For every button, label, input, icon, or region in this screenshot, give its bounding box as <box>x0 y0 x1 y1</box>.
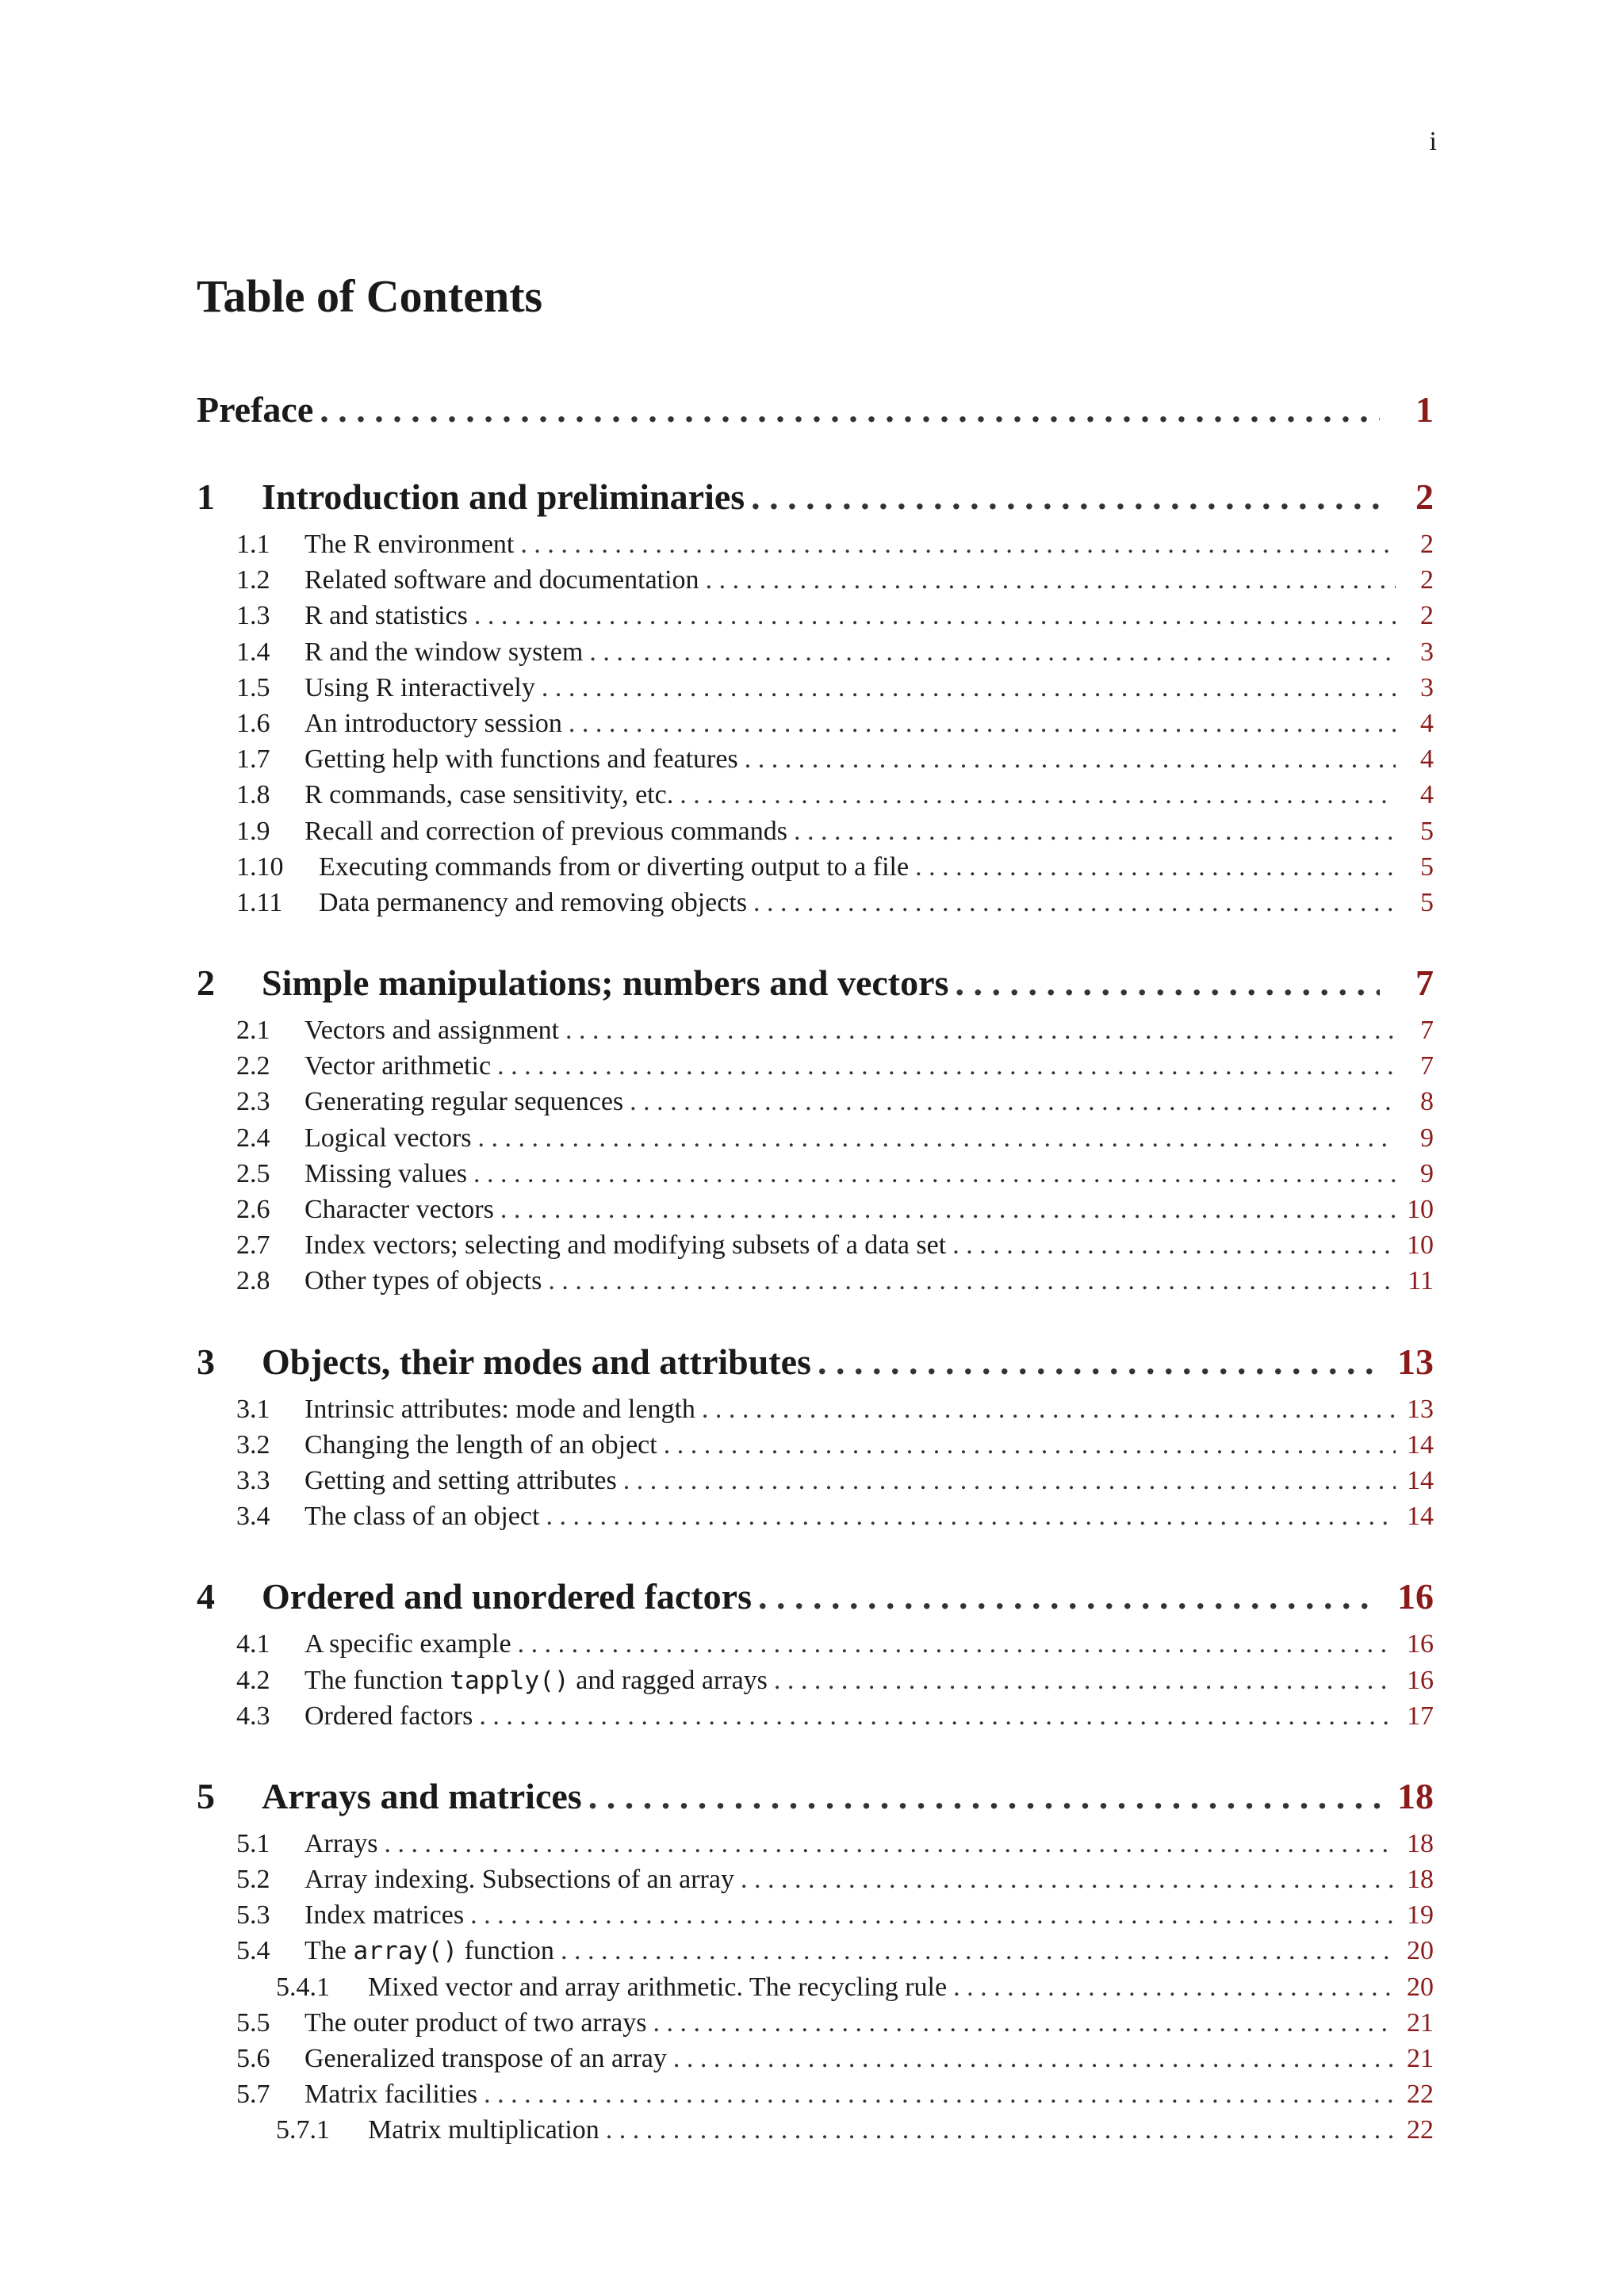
section-number: 2.7 <box>236 1230 270 1261</box>
dot-leader <box>702 1395 1396 1425</box>
toc-entry-section[interactable] <box>197 673 1434 709</box>
toc-entry-section[interactable] <box>197 2044 1434 2080</box>
dot-leader <box>955 962 1380 1004</box>
dot-leader <box>478 1123 1396 1154</box>
section-title: Intrinsic attributes: mode and length <box>304 1394 695 1424</box>
toc-entry-section[interactable] <box>197 744 1434 780</box>
dot-leader <box>774 1666 1396 1696</box>
code-function-name: array() <box>353 1937 458 1966</box>
chapter-title: Simple manipulations; numbers and vectors <box>262 962 949 1004</box>
dot-leader <box>758 1575 1380 1617</box>
toc-page-link[interactable]: 11 <box>1408 1266 1434 1296</box>
toc-entry-section[interactable] <box>197 1936 1434 1972</box>
section-title-text: and ragged arrays <box>569 1665 768 1695</box>
dot-leader <box>565 1016 1396 1046</box>
section-title <box>304 1666 768 1696</box>
dot-leader <box>953 1973 1396 2003</box>
toc-page-link[interactable]: 8 <box>1420 1087 1434 1117</box>
section-number: 3.2 <box>236 1429 270 1460</box>
section-title: Mixed vector and array arithmetic. The recycling rule <box>368 1972 948 2002</box>
section-number: 1.6 <box>236 708 270 738</box>
section-title-text: function <box>458 1936 554 1966</box>
toc-entry-section[interactable] <box>197 1195 1434 1230</box>
section-title-text: The <box>304 1936 354 1966</box>
toc-entry-section[interactable] <box>197 1123 1434 1159</box>
chapter-number: 1 <box>197 476 215 517</box>
toc-page-link[interactable]: 1 <box>1415 389 1434 430</box>
toc-entry-section[interactable] <box>197 888 1434 924</box>
toc-entry-section[interactable] <box>197 2080 1434 2115</box>
toc-entry-section[interactable] <box>197 1502 1434 1537</box>
section-number: 1.4 <box>236 637 270 667</box>
toc-page-link[interactable]: 14 <box>1407 1502 1434 1532</box>
toc-entry-section[interactable] <box>197 1430 1434 1466</box>
toc-entry-section[interactable] <box>197 1087 1434 1123</box>
dot-leader <box>470 1900 1396 1931</box>
section-number: 1.2 <box>236 565 270 595</box>
section-number: 2.8 <box>236 1266 270 1296</box>
section-number: 2.4 <box>236 1123 270 1153</box>
section-title: Vector arithmetic <box>304 1051 492 1081</box>
section-title: The R environment <box>304 530 515 559</box>
chapter-number: 3 <box>197 1341 215 1382</box>
section-title: A specific example <box>304 1629 511 1659</box>
section-number: 5.4 <box>236 1936 270 1966</box>
toc-page-link[interactable]: 4 <box>1420 780 1434 810</box>
toc-page-link[interactable]: 2 <box>1420 530 1434 559</box>
section-number: 5.2 <box>236 1865 270 1895</box>
toc-page-link[interactable]: 14 <box>1407 1429 1434 1460</box>
section-number: 4.2 <box>236 1665 270 1695</box>
toc-page-link[interactable]: 19 <box>1407 1900 1434 1931</box>
toc-page-link[interactable]: 22 <box>1407 2115 1434 2145</box>
section-title: Getting and setting attributes <box>304 1465 617 1495</box>
dot-leader <box>753 888 1396 918</box>
toc-page-link[interactable]: 20 <box>1407 1936 1434 1966</box>
section-title: Other types of objects <box>304 1266 542 1296</box>
toc-page-link[interactable]: 16 <box>1397 1576 1434 1617</box>
dot-leader <box>518 1629 1396 1659</box>
section-number: 5.6 <box>236 2044 270 2073</box>
section-title: Recall and correction of previous commands <box>304 816 787 846</box>
dot-leader <box>484 2080 1396 2110</box>
section-number: 1.5 <box>236 672 270 702</box>
toc-entry-chapter[interactable] <box>197 1575 1434 1624</box>
chapter-title: Objects, their modes and attributes <box>262 1341 811 1382</box>
toc-entry-section[interactable] <box>197 1865 1434 1900</box>
toc-entry-section[interactable] <box>197 601 1434 637</box>
section-title: Index matrices <box>304 1900 465 1931</box>
toc-entry-section[interactable] <box>197 1629 1434 1665</box>
section-title-text: The function <box>304 1665 450 1695</box>
toc-entry-section[interactable] <box>197 1701 1434 1737</box>
toc-page-link[interactable]: 2 <box>1415 476 1434 517</box>
table-of-contents <box>197 388 1434 2152</box>
dot-leader <box>546 1502 1396 1532</box>
toc-page-link[interactable]: 4 <box>1420 744 1434 775</box>
section-number: 5.1 <box>236 1828 270 1858</box>
dot-leader <box>706 565 1396 595</box>
dot-leader <box>606 2115 1396 2145</box>
toc-entry-section[interactable] <box>197 852 1434 888</box>
toc-entry-chapter[interactable] <box>197 476 1434 525</box>
section-title: Related software and documentation <box>304 565 699 595</box>
chapter-title: Introduction and preliminaries <box>262 476 745 517</box>
section-title: Using R interactively <box>304 672 535 702</box>
section-title: Vectors and assignment <box>304 1016 560 1046</box>
toc-entry-section[interactable] <box>197 1395 1434 1430</box>
toc-title: Table of Contents <box>197 270 543 322</box>
toc-page-link[interactable]: 7 <box>1415 962 1434 1004</box>
toc-entry-section[interactable] <box>197 637 1434 673</box>
toc-entry-section[interactable] <box>197 1230 1434 1266</box>
dot-leader <box>673 2044 1396 2074</box>
toc-page-link[interactable]: 5 <box>1420 851 1434 882</box>
chapter-number: 5 <box>197 1775 215 1816</box>
toc-entry-chapter[interactable] <box>197 1775 1434 1824</box>
toc-page-link[interactable]: 7 <box>1420 1051 1434 1081</box>
dot-leader <box>952 1230 1396 1261</box>
toc-page-link[interactable]: 18 <box>1407 1865 1434 1895</box>
section-number: 1.8 <box>236 780 270 810</box>
section-title: The outer product of two arrays <box>304 2007 647 2038</box>
dot-leader <box>589 637 1396 668</box>
section-title: Matrix multiplication <box>368 2115 599 2145</box>
section-title: Matrix facilities <box>304 2080 478 2110</box>
section-number: 5.3 <box>236 1900 270 1931</box>
dot-leader <box>745 744 1396 775</box>
dot-leader <box>479 1701 1396 1732</box>
dot-leader <box>623 1466 1396 1496</box>
dot-leader <box>664 1430 1396 1460</box>
section-title: Ordered factors <box>304 1701 473 1731</box>
section-number: 2.3 <box>236 1087 270 1117</box>
section-number: 4.1 <box>236 1629 270 1659</box>
dot-leader <box>474 601 1396 631</box>
toc-page-link[interactable]: 10 <box>1407 1230 1434 1261</box>
toc-page-link[interactable]: 20 <box>1407 1972 1434 2002</box>
toc-page-link[interactable]: 9 <box>1420 1123 1434 1153</box>
section-number: 1.9 <box>236 816 270 846</box>
toc-entry-section[interactable] <box>197 1466 1434 1502</box>
toc-entry-subsection[interactable] <box>197 2115 1434 2151</box>
section-number: 1.10 <box>236 851 284 882</box>
toc-page-link[interactable]: 18 <box>1407 1828 1434 1858</box>
section-title: Missing values <box>304 1158 467 1188</box>
section-title: R and statistics <box>304 601 468 631</box>
toc-entry-section[interactable] <box>197 565 1434 601</box>
toc-entry-preface[interactable] <box>197 388 1434 438</box>
toc-entry-section[interactable] <box>197 1016 1434 1051</box>
section-number: 1.1 <box>236 530 270 559</box>
section-title: Arrays <box>304 1828 378 1858</box>
section-number: 1.3 <box>236 601 270 631</box>
toc-page-link[interactable]: 16 <box>1407 1629 1434 1659</box>
toc-page-link[interactable]: 13 <box>1397 1341 1434 1382</box>
dot-leader <box>500 1195 1396 1225</box>
toc-page-link[interactable]: 3 <box>1420 672 1434 702</box>
section-number: 2.1 <box>236 1016 270 1046</box>
toc-entry-section[interactable] <box>197 530 1434 565</box>
toc-page-link[interactable]: 9 <box>1420 1158 1434 1188</box>
section-number: 1.11 <box>236 887 283 917</box>
section-title: Changing the length of an object <box>304 1429 657 1460</box>
section-title: Character vectors <box>304 1195 494 1224</box>
dot-leader <box>548 1266 1396 1296</box>
toc-entry-section[interactable] <box>197 1159 1434 1195</box>
dot-leader <box>520 530 1396 560</box>
section-number: 4.3 <box>236 1701 270 1731</box>
toc-page-link[interactable]: 7 <box>1420 1016 1434 1046</box>
chapter-title: Ordered and unordered factors <box>262 1576 752 1617</box>
section-number: 5.7.1 <box>276 2115 330 2145</box>
toc-page-link[interactable]: 16 <box>1407 1665 1434 1695</box>
chapter-title: Arrays and matrices <box>262 1775 582 1816</box>
section-title: The class of an object <box>304 1502 540 1532</box>
toc-entry-section[interactable] <box>197 1051 1434 1087</box>
section-title: Getting help with functions and features <box>304 744 738 775</box>
code-function-name: tapply() <box>450 1666 569 1695</box>
dot-leader <box>818 1341 1380 1383</box>
toc-page-link[interactable]: 14 <box>1407 1465 1434 1495</box>
section-title: Index vectors; selecting and modifying subsets of a data set <box>304 1230 947 1261</box>
toc-entry-section[interactable] <box>197 1666 1434 1701</box>
section-number: 3.4 <box>236 1502 270 1532</box>
toc-page-link[interactable]: 2 <box>1420 565 1434 595</box>
section-title: Array indexing. Subsections of an array <box>304 1865 734 1895</box>
section-number: 2.2 <box>236 1051 270 1081</box>
toc-page-link[interactable]: 13 <box>1407 1394 1434 1424</box>
section-number: 3.1 <box>236 1394 270 1424</box>
chapter-number: 4 <box>197 1576 215 1617</box>
dot-leader <box>680 780 1396 810</box>
toc-page-link[interactable]: 21 <box>1407 2044 1434 2073</box>
section-number: 3.3 <box>236 1465 270 1495</box>
dot-leader <box>794 817 1396 847</box>
section-title: Executing commands from or diverting output to a file <box>319 851 910 882</box>
dot-leader <box>588 1775 1380 1817</box>
dot-leader <box>497 1051 1396 1081</box>
section-title: Data permanency and removing objects <box>319 887 748 917</box>
toc-page-link[interactable]: 17 <box>1407 1701 1434 1731</box>
toc-page-link[interactable]: 10 <box>1407 1195 1434 1224</box>
dot-leader <box>385 1829 1396 1859</box>
toc-page-link[interactable]: 5 <box>1420 816 1434 846</box>
dot-leader <box>630 1087 1396 1117</box>
section-number: 1.7 <box>236 744 270 775</box>
toc-entry-section[interactable] <box>197 817 1434 852</box>
toc-entry-section[interactable] <box>197 780 1434 816</box>
section-number: 5.7 <box>236 2080 270 2110</box>
section-number: 2.5 <box>236 1158 270 1188</box>
dot-leader <box>569 709 1396 739</box>
page-number: i <box>1429 127 1437 156</box>
toc-entry-section[interactable] <box>197 1266 1434 1302</box>
toc-entry-chapter[interactable] <box>197 1341 1434 1390</box>
toc-entry-section[interactable] <box>197 1829 1434 1865</box>
dot-leader <box>741 1865 1396 1895</box>
toc-page-link[interactable]: 21 <box>1407 2007 1434 2038</box>
section-title: Generalized transpose of an array <box>304 2044 667 2073</box>
toc-page-link[interactable]: 22 <box>1407 2080 1434 2110</box>
dot-leader <box>751 476 1380 518</box>
dot-leader <box>653 2008 1396 2038</box>
toc-page-link[interactable]: 4 <box>1420 708 1434 738</box>
section-number: 5.5 <box>236 2007 270 2038</box>
toc-entry-title: Preface <box>197 389 314 430</box>
section-title: An introductory session <box>304 708 562 738</box>
dot-leader <box>915 852 1396 882</box>
dot-leader <box>561 1936 1396 1966</box>
toc-entry-subsection[interactable] <box>197 1973 1434 2008</box>
toc-entry-chapter[interactable] <box>197 962 1434 1011</box>
dot-leader <box>542 673 1396 703</box>
section-title: R commands, case sensitivity, etc. <box>304 780 674 810</box>
section-title: R and the window system <box>304 637 584 667</box>
section-number: 2.6 <box>236 1195 270 1224</box>
toc-page-link[interactable]: 3 <box>1420 637 1434 667</box>
toc-entry-section[interactable] <box>197 1900 1434 1936</box>
dot-leader <box>320 388 1380 430</box>
toc-page-link[interactable]: 5 <box>1420 887 1434 917</box>
toc-entry-section[interactable] <box>197 2008 1434 2044</box>
section-title: Logical vectors <box>304 1123 472 1153</box>
section-title <box>304 1936 554 1966</box>
toc-page-link[interactable]: 18 <box>1397 1775 1434 1816</box>
section-title: Generating regular sequences <box>304 1087 624 1117</box>
section-number: 5.4.1 <box>276 1972 330 2002</box>
chapter-number: 2 <box>197 962 215 1004</box>
toc-page-link[interactable]: 2 <box>1420 601 1434 631</box>
dot-leader <box>473 1159 1396 1189</box>
toc-entry-section[interactable] <box>197 709 1434 744</box>
